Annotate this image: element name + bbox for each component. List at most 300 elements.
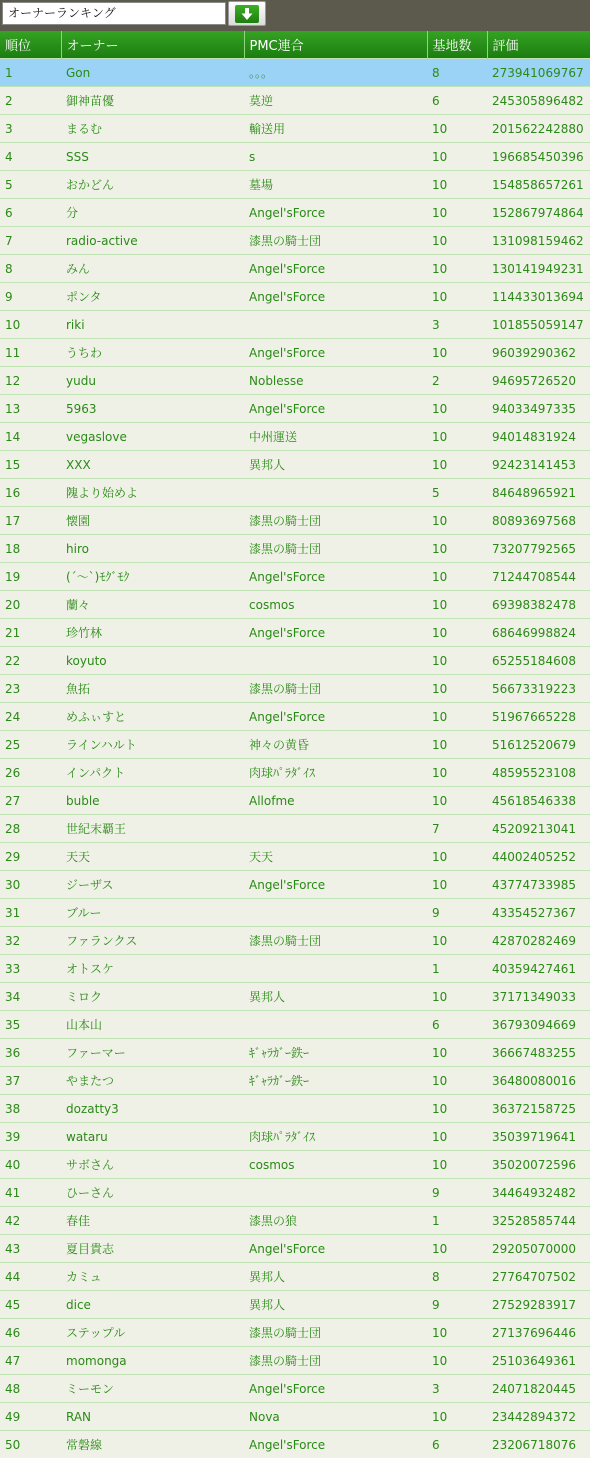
rank-cell: 20 xyxy=(0,591,61,619)
rank-cell: 22 xyxy=(0,647,61,675)
rank-cell: 7 xyxy=(0,227,61,255)
bases-cell: 10 xyxy=(427,731,487,759)
rank-cell: 19 xyxy=(0,563,61,591)
rank-cell: 11 xyxy=(0,339,61,367)
bases-cell: 10 xyxy=(427,1151,487,1179)
pmc-cell xyxy=(244,647,427,675)
bases-cell: 5 xyxy=(427,479,487,507)
pmc-cell: Angel'sForce xyxy=(244,703,427,731)
owner-cell[interactable]: 常磐線 xyxy=(61,1431,244,1458)
score-cell: 43354527367 xyxy=(487,899,590,927)
pmc-cell xyxy=(244,1095,427,1123)
bases-cell: 7 xyxy=(427,815,487,843)
pmc-cell: Angel'sForce xyxy=(244,339,427,367)
score-cell: 24071820445 xyxy=(487,1375,590,1403)
score-cell: 130141949231 xyxy=(487,255,590,283)
rank-cell: 14 xyxy=(0,423,61,451)
owner-cell[interactable]: 分 xyxy=(61,199,244,227)
score-cell: 36667483255 xyxy=(487,1039,590,1067)
owner-cell[interactable]: 御神苗優 xyxy=(61,87,244,115)
table-row[interactable] xyxy=(0,255,590,283)
pmc-cell: 輸送用 xyxy=(244,115,427,143)
bases-cell: 10 xyxy=(427,1039,487,1067)
owner-cell[interactable]: めふぃすと xyxy=(61,703,244,731)
owner-cell[interactable]: 魚拓 xyxy=(61,675,244,703)
pmc-cell xyxy=(244,955,427,983)
owner-cell[interactable]: サボさん xyxy=(61,1151,244,1179)
rank-cell: 46 xyxy=(0,1319,61,1347)
owner-cell[interactable]: ステップル xyxy=(61,1319,244,1347)
rank-cell: 28 xyxy=(0,815,61,843)
table-row[interactable] xyxy=(0,983,590,1011)
bases-cell: 10 xyxy=(427,115,487,143)
table-row[interactable] xyxy=(0,1039,590,1067)
bases-cell: 10 xyxy=(427,423,487,451)
bases-cell: 9 xyxy=(427,1179,487,1207)
pmc-cell: 。。。 xyxy=(244,59,427,87)
table-row[interactable] xyxy=(0,1151,590,1179)
rank-cell: 16 xyxy=(0,479,61,507)
table-row[interactable] xyxy=(0,339,590,367)
table-row[interactable] xyxy=(0,899,590,927)
table-row[interactable] xyxy=(0,563,590,591)
pmc-cell: 神々の黄昏 xyxy=(244,731,427,759)
header-owner[interactable]: オーナー xyxy=(61,31,244,59)
table-row[interactable] xyxy=(0,199,590,227)
table-row[interactable] xyxy=(0,703,590,731)
owner-cell[interactable]: 山本山 xyxy=(61,1011,244,1039)
pmc-cell: 天天 xyxy=(244,843,427,871)
table-row[interactable] xyxy=(0,1067,590,1095)
pmc-cell: 漆黒の騎士団 xyxy=(244,1347,427,1375)
bases-cell: 8 xyxy=(427,59,487,87)
pmc-cell: Angel'sForce xyxy=(244,1375,427,1403)
rank-cell: 44 xyxy=(0,1263,61,1291)
rank-cell: 50 xyxy=(0,1431,61,1458)
bases-cell: 10 xyxy=(427,339,487,367)
table-row[interactable] xyxy=(0,591,590,619)
bases-cell: 10 xyxy=(427,703,487,731)
bases-cell: 6 xyxy=(427,1011,487,1039)
rank-cell: 42 xyxy=(0,1207,61,1235)
owner-cell[interactable]: Gon xyxy=(61,59,244,87)
owner-cell[interactable]: オトスケ xyxy=(61,955,244,983)
table-row[interactable] xyxy=(0,1347,590,1375)
bases-cell: 10 xyxy=(427,619,487,647)
pmc-cell: ｷﾞｬﾗｶﾞｰ鉄ｰ xyxy=(244,1039,427,1067)
pmc-cell: cosmos xyxy=(244,591,427,619)
owner-cell[interactable]: dozatty3 xyxy=(61,1095,244,1123)
bases-cell: 2 xyxy=(427,367,487,395)
pmc-cell xyxy=(244,1011,427,1039)
score-cell: 94695726520 xyxy=(487,367,590,395)
rank-cell: 49 xyxy=(0,1403,61,1431)
owner-cell[interactable]: みん xyxy=(61,255,244,283)
table-header-row xyxy=(0,31,590,59)
bases-cell: 10 xyxy=(427,395,487,423)
pmc-cell: Angel'sForce xyxy=(244,395,427,423)
score-cell: 42870282469 xyxy=(487,927,590,955)
table-row[interactable] xyxy=(0,1291,590,1319)
bases-cell: 10 xyxy=(427,787,487,815)
rank-cell: 25 xyxy=(0,731,61,759)
pmc-cell: 漆黒の狼 xyxy=(244,1207,427,1235)
owner-cell[interactable]: ミーモン xyxy=(61,1375,244,1403)
rank-cell: 34 xyxy=(0,983,61,1011)
score-cell: 34464932482 xyxy=(487,1179,590,1207)
bases-cell: 10 xyxy=(427,759,487,787)
owner-cell[interactable]: buble xyxy=(61,787,244,815)
table-row[interactable] xyxy=(0,227,590,255)
score-cell: 40359427461 xyxy=(487,955,590,983)
rank-cell: 48 xyxy=(0,1375,61,1403)
bases-cell: 10 xyxy=(427,283,487,311)
pmc-cell: Angel'sForce xyxy=(244,199,427,227)
owner-cell[interactable]: dice xyxy=(61,1291,244,1319)
top-bar xyxy=(0,0,590,31)
rank-cell: 43 xyxy=(0,1235,61,1263)
score-cell: 45618546338 xyxy=(487,787,590,815)
rank-cell: 31 xyxy=(0,899,61,927)
bases-cell: 10 xyxy=(427,255,487,283)
score-cell: 196685450396 xyxy=(487,143,590,171)
owner-cell[interactable]: ファーマー xyxy=(61,1039,244,1067)
score-cell: 84648965921 xyxy=(487,479,590,507)
pmc-cell: 漆黒の騎士団 xyxy=(244,927,427,955)
table-row[interactable] xyxy=(0,171,590,199)
score-cell: 36793094669 xyxy=(487,1011,590,1039)
owner-cell[interactable]: radio-active xyxy=(61,227,244,255)
pmc-cell: 異邦人 xyxy=(244,983,427,1011)
owner-cell[interactable]: wataru xyxy=(61,1123,244,1151)
select-submit-button[interactable] xyxy=(228,1,266,26)
rank-cell: 33 xyxy=(0,955,61,983)
table-row[interactable] xyxy=(0,1123,590,1151)
bases-cell: 10 xyxy=(427,591,487,619)
table-body xyxy=(0,59,590,1458)
bases-cell: 10 xyxy=(427,507,487,535)
owner-cell[interactable]: 珍竹林 xyxy=(61,619,244,647)
bases-cell: 10 xyxy=(427,675,487,703)
bases-cell: 6 xyxy=(427,1431,487,1458)
rank-cell: 45 xyxy=(0,1291,61,1319)
pmc-cell: Angel'sForce xyxy=(244,255,427,283)
owner-cell[interactable]: 懐園 xyxy=(61,507,244,535)
owner-cell[interactable]: momonga xyxy=(61,1347,244,1375)
score-cell: 71244708544 xyxy=(487,563,590,591)
score-cell: 35020072596 xyxy=(487,1151,590,1179)
pmc-cell: 異邦人 xyxy=(244,1263,427,1291)
score-cell: 48595523108 xyxy=(487,759,590,787)
bases-cell: 3 xyxy=(427,311,487,339)
bases-cell: 10 xyxy=(427,1067,487,1095)
rank-cell: 8 xyxy=(0,255,61,283)
pmc-cell: Angel'sForce xyxy=(244,1431,427,1458)
table-row[interactable] xyxy=(0,535,590,563)
table-row[interactable] xyxy=(0,143,590,171)
rank-cell: 36 xyxy=(0,1039,61,1067)
pmc-cell: 漆黒の騎士団 xyxy=(244,535,427,563)
pmc-cell: Nova xyxy=(244,1403,427,1431)
bases-cell: 6 xyxy=(427,87,487,115)
rank-cell: 24 xyxy=(0,703,61,731)
rank-cell: 47 xyxy=(0,1347,61,1375)
pmc-cell: 異邦人 xyxy=(244,1291,427,1319)
rank-cell: 23 xyxy=(0,675,61,703)
bases-cell: 10 xyxy=(427,927,487,955)
table-row[interactable] xyxy=(0,1179,590,1207)
pmc-cell xyxy=(244,899,427,927)
pmc-cell: 肉球ﾊﾟﾗﾀﾞｲｽ xyxy=(244,1123,427,1151)
bases-cell: 10 xyxy=(427,647,487,675)
owner-cell[interactable]: SSS xyxy=(61,143,244,171)
owner-cell[interactable]: yudu xyxy=(61,367,244,395)
table-row[interactable] xyxy=(0,87,590,115)
table-row[interactable] xyxy=(0,871,590,899)
score-cell: 35039719641 xyxy=(487,1123,590,1151)
header-rank[interactable]: 順位 xyxy=(0,31,61,59)
pmc-cell: Angel'sForce xyxy=(244,871,427,899)
rank-cell: 38 xyxy=(0,1095,61,1123)
owner-cell[interactable]: 春佳 xyxy=(61,1207,244,1235)
pmc-cell: 肉球ﾊﾟﾗﾀﾞｲｽ xyxy=(244,759,427,787)
table-row[interactable] xyxy=(0,843,590,871)
score-cell: 68646998824 xyxy=(487,619,590,647)
table-row[interactable] xyxy=(0,815,590,843)
pmc-cell xyxy=(244,311,427,339)
pmc-cell: ｷﾞｬﾗｶﾞｰ鉄ｰ xyxy=(244,1067,427,1095)
bases-cell: 10 xyxy=(427,1123,487,1151)
bases-cell: 10 xyxy=(427,983,487,1011)
ranking-type-select[interactable]: オーナーランキング xyxy=(2,2,226,25)
table-row[interactable] xyxy=(0,1319,590,1347)
table-row[interactable] xyxy=(0,1403,590,1431)
owner-cell[interactable]: ジーザス xyxy=(61,871,244,899)
owner-cell[interactable]: ミロク xyxy=(61,983,244,1011)
score-cell: 43774733985 xyxy=(487,871,590,899)
bases-cell: 10 xyxy=(427,227,487,255)
pmc-cell: 中州運送 xyxy=(244,423,427,451)
score-cell: 27764707502 xyxy=(487,1263,590,1291)
bases-cell: 9 xyxy=(427,1291,487,1319)
pmc-cell: s xyxy=(244,143,427,171)
score-cell: 44002405252 xyxy=(487,843,590,871)
score-cell: 94033497335 xyxy=(487,395,590,423)
table-row[interactable] xyxy=(0,1207,590,1235)
pmc-cell xyxy=(244,479,427,507)
rank-cell: 10 xyxy=(0,311,61,339)
pmc-cell xyxy=(244,815,427,843)
score-cell: 29205070000 xyxy=(487,1235,590,1263)
rank-cell: 29 xyxy=(0,843,61,871)
bases-cell: 10 xyxy=(427,535,487,563)
header-score[interactable]: 評価 xyxy=(487,31,590,59)
pmc-cell xyxy=(244,1179,427,1207)
score-cell: 37171349033 xyxy=(487,983,590,1011)
bases-cell: 10 xyxy=(427,171,487,199)
table-row[interactable] xyxy=(0,1095,590,1123)
pmc-cell: 墓場 xyxy=(244,171,427,199)
bases-cell: 10 xyxy=(427,563,487,591)
pmc-cell: 異邦人 xyxy=(244,451,427,479)
score-cell: 131098159462 xyxy=(487,227,590,255)
owner-cell[interactable]: うちわ xyxy=(61,339,244,367)
owner-cell[interactable]: カミュ xyxy=(61,1263,244,1291)
score-cell: 56673319223 xyxy=(487,675,590,703)
bases-cell: 9 xyxy=(427,899,487,927)
rank-cell: 3 xyxy=(0,115,61,143)
pmc-cell: 莫逆 xyxy=(244,87,427,115)
pmc-cell: 漆黒の騎士団 xyxy=(244,227,427,255)
score-cell: 51967665228 xyxy=(487,703,590,731)
table-row[interactable] xyxy=(0,451,590,479)
owner-cell[interactable]: RAN xyxy=(61,1403,244,1431)
table-row[interactable] xyxy=(0,1011,590,1039)
bases-cell: 10 xyxy=(427,871,487,899)
rank-cell: 41 xyxy=(0,1179,61,1207)
owner-cell[interactable]: ポンタ xyxy=(61,283,244,311)
score-cell: 201562242880 xyxy=(487,115,590,143)
header-pmc[interactable]: PMC連合 xyxy=(244,31,427,59)
rank-cell: 6 xyxy=(0,199,61,227)
ranking-table xyxy=(0,31,590,1458)
owner-cell[interactable]: 隗より始めよ xyxy=(61,479,244,507)
table-row[interactable] xyxy=(0,59,590,87)
bases-cell: 10 xyxy=(427,1235,487,1263)
score-cell: 94014831924 xyxy=(487,423,590,451)
pmc-cell: 漆黒の騎士団 xyxy=(244,1319,427,1347)
rank-cell: 18 xyxy=(0,535,61,563)
score-cell: 36372158725 xyxy=(487,1095,590,1123)
rank-cell: 13 xyxy=(0,395,61,423)
table-row[interactable] xyxy=(0,395,590,423)
pmc-cell: 漆黒の騎士団 xyxy=(244,675,427,703)
rank-cell: 1 xyxy=(0,59,61,87)
pmc-cell: Angel'sForce xyxy=(244,563,427,591)
bases-cell: 10 xyxy=(427,1095,487,1123)
table-row[interactable] xyxy=(0,423,590,451)
table-row[interactable] xyxy=(0,1375,590,1403)
pmc-cell: 漆黒の騎士団 xyxy=(244,507,427,535)
rank-cell: 27 xyxy=(0,787,61,815)
table-row[interactable] xyxy=(0,787,590,815)
rank-cell: 4 xyxy=(0,143,61,171)
pmc-cell: Angel'sForce xyxy=(244,619,427,647)
owner-cell[interactable]: 世紀末覇王 xyxy=(61,815,244,843)
bases-cell: 10 xyxy=(427,1347,487,1375)
pmc-cell: Noblesse xyxy=(244,367,427,395)
bases-cell: 10 xyxy=(427,1403,487,1431)
owner-cell[interactable]: ブルー xyxy=(61,899,244,927)
rank-cell: 39 xyxy=(0,1123,61,1151)
score-cell: 114433013694 xyxy=(487,283,590,311)
table-row[interactable] xyxy=(0,311,590,339)
owner-cell[interactable]: おかどん xyxy=(61,171,244,199)
owner-cell[interactable]: XXX xyxy=(61,451,244,479)
owner-cell[interactable]: riki xyxy=(61,311,244,339)
bases-cell: 3 xyxy=(427,1375,487,1403)
table-row[interactable] xyxy=(0,479,590,507)
table-row[interactable] xyxy=(0,1235,590,1263)
rank-cell: 21 xyxy=(0,619,61,647)
score-cell: 65255184608 xyxy=(487,647,590,675)
score-cell: 154858657261 xyxy=(487,171,590,199)
rank-cell: 26 xyxy=(0,759,61,787)
rank-cell: 30 xyxy=(0,871,61,899)
owner-cell[interactable]: (´～`)ﾓｸﾞﾓｸ xyxy=(61,563,244,591)
owner-cell[interactable]: vegaslove xyxy=(61,423,244,451)
table-row[interactable] xyxy=(0,955,590,983)
rank-cell: 12 xyxy=(0,367,61,395)
score-cell: 80893697568 xyxy=(487,507,590,535)
rank-cell: 17 xyxy=(0,507,61,535)
owner-cell[interactable]: 天天 xyxy=(61,843,244,871)
bases-cell: 1 xyxy=(427,955,487,983)
pmc-cell: Angel'sForce xyxy=(244,1235,427,1263)
score-cell: 69398382478 xyxy=(487,591,590,619)
table-row[interactable] xyxy=(0,619,590,647)
bases-cell: 1 xyxy=(427,1207,487,1235)
table-row[interactable] xyxy=(0,647,590,675)
owner-cell[interactable]: ファランクス xyxy=(61,927,244,955)
score-cell: 73207792565 xyxy=(487,535,590,563)
owner-cell[interactable]: ラインハルト xyxy=(61,731,244,759)
owner-cell[interactable]: ひーさん xyxy=(61,1179,244,1207)
score-cell: 25103649361 xyxy=(487,1347,590,1375)
bases-cell: 8 xyxy=(427,1263,487,1291)
rank-cell: 2 xyxy=(0,87,61,115)
owner-cell[interactable]: hiro xyxy=(61,535,244,563)
bases-cell: 10 xyxy=(427,1319,487,1347)
owner-cell[interactable]: やまたつ xyxy=(61,1067,244,1095)
rank-cell: 5 xyxy=(0,171,61,199)
score-cell: 92423141453 xyxy=(487,451,590,479)
owner-cell[interactable]: 5963 xyxy=(61,395,244,423)
owner-cell[interactable]: koyuto xyxy=(61,647,244,675)
score-cell: 27137696446 xyxy=(487,1319,590,1347)
pmc-cell: Angel'sForce xyxy=(244,283,427,311)
score-cell: 23442894372 xyxy=(487,1403,590,1431)
table-row[interactable] xyxy=(0,507,590,535)
rank-cell: 32 xyxy=(0,927,61,955)
owner-cell[interactable]: 蘭々 xyxy=(61,591,244,619)
table-row[interactable] xyxy=(0,115,590,143)
score-cell: 245305896482 xyxy=(487,87,590,115)
owner-cell[interactable]: まるむ xyxy=(61,115,244,143)
bases-cell: 10 xyxy=(427,143,487,171)
score-cell: 101855059147 xyxy=(487,311,590,339)
table-row[interactable] xyxy=(0,367,590,395)
table-row[interactable] xyxy=(0,675,590,703)
table-row[interactable] xyxy=(0,731,590,759)
table-row[interactable] xyxy=(0,927,590,955)
table-row[interactable] xyxy=(0,1431,590,1458)
score-cell: 36480080016 xyxy=(487,1067,590,1095)
score-cell: 23206718076 xyxy=(487,1431,590,1458)
table-row[interactable] xyxy=(0,1263,590,1291)
bases-cell: 10 xyxy=(427,199,487,227)
rank-cell: 37 xyxy=(0,1067,61,1095)
table-row[interactable] xyxy=(0,759,590,787)
table-row[interactable] xyxy=(0,283,590,311)
owner-cell[interactable]: インパクト xyxy=(61,759,244,787)
score-cell: 27529283917 xyxy=(487,1291,590,1319)
owner-cell[interactable]: 夏目貴志 xyxy=(61,1235,244,1263)
score-cell: 273941069767 xyxy=(487,59,590,87)
header-bases[interactable]: 基地数 xyxy=(427,31,487,59)
rank-cell: 40 xyxy=(0,1151,61,1179)
arrow-down-icon xyxy=(235,5,259,23)
